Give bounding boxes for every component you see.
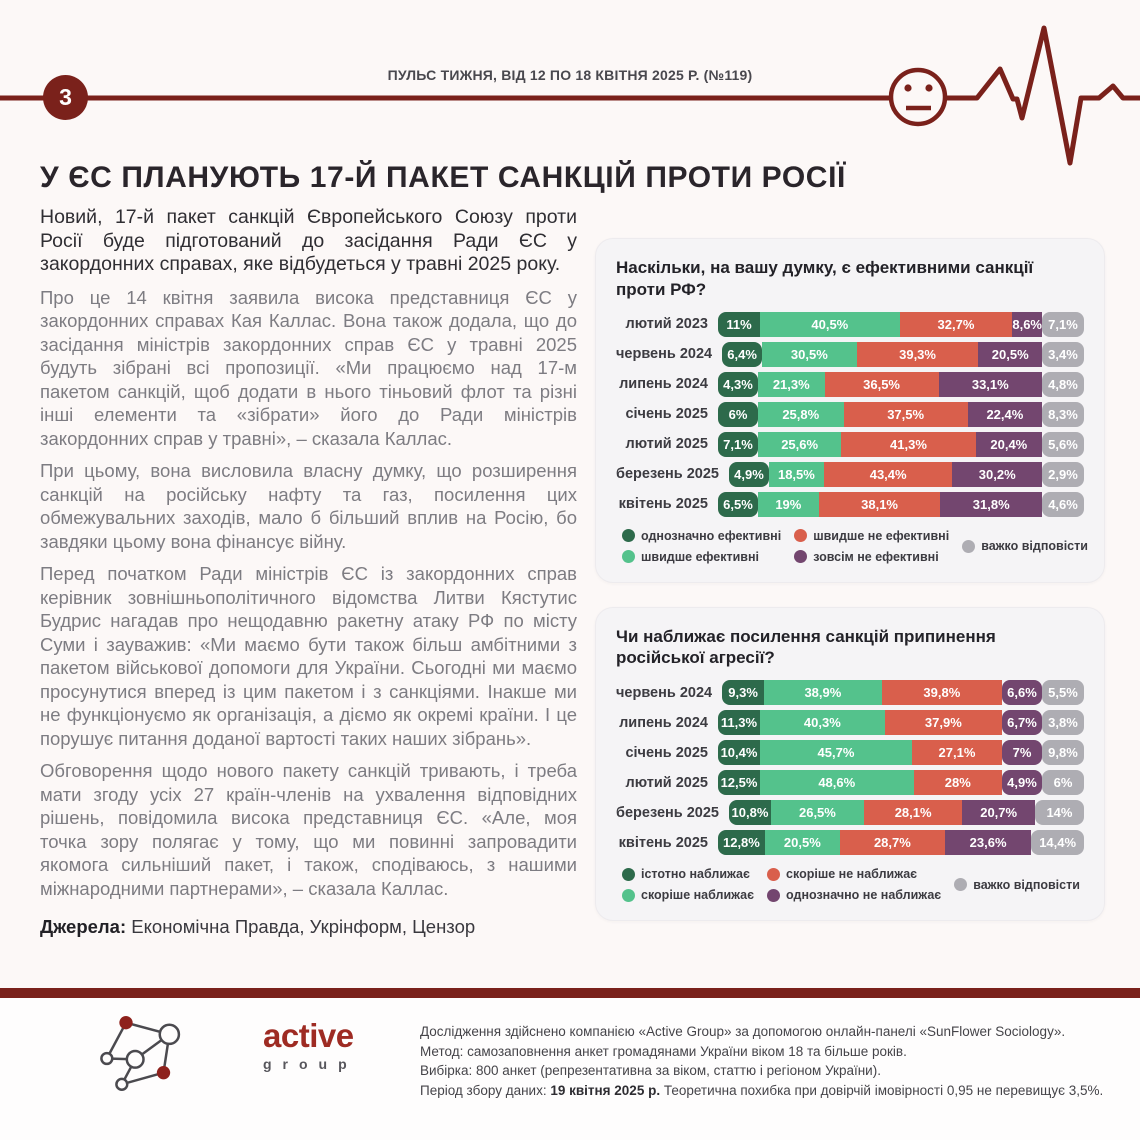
- bar-segment: [1012, 312, 1042, 337]
- bar-value-label: 7,1%: [1048, 316, 1078, 332]
- bar-segment: [760, 740, 912, 765]
- legend-item: [622, 550, 781, 564]
- chart-row: [616, 342, 1084, 367]
- page-number: 3: [59, 84, 72, 110]
- bar-value-label: 4,9%: [734, 466, 764, 482]
- chart-row: [616, 740, 1084, 765]
- chart-row: [616, 830, 1084, 855]
- sources-label: Джерела:: [40, 916, 127, 937]
- legend-dot-icon: [794, 529, 807, 542]
- bar-value-label: 31,8%: [972, 496, 1010, 512]
- bar-segment: [769, 462, 824, 487]
- bar-value-label: 30,5%: [790, 346, 828, 362]
- bar-value-label: 27,1%: [938, 745, 976, 760]
- chart-rows: [616, 312, 1084, 517]
- chart-legend: [622, 528, 1088, 564]
- bar-segment: [978, 342, 1042, 367]
- bar-segment: [1035, 800, 1084, 825]
- legend-label: швидше ефективні: [641, 549, 760, 564]
- category-label: березень 2025: [616, 466, 719, 482]
- bar-value-label: 10,4%: [720, 745, 758, 760]
- bar-segment: [1002, 740, 1042, 765]
- bar-value-label: 39,3%: [899, 346, 936, 362]
- legend-label: істотно наближає: [641, 867, 750, 881]
- sources-text: Економічна Правда, Укрінформ, Цензор: [131, 916, 476, 937]
- legend-dot-icon: [622, 550, 635, 563]
- category-label: червень 2024: [616, 684, 713, 701]
- bar-segment: [824, 462, 953, 487]
- bar-segment: [1002, 770, 1042, 795]
- bar-value-label: 6%: [1053, 775, 1073, 790]
- bar-value-label: 3,4%: [1048, 346, 1078, 362]
- methodology-line: Вибірка: 800 анкет (репрезентативна за віком, статтю і регіоном України).: [420, 1063, 881, 1078]
- chart-row: [616, 432, 1084, 457]
- footer-methodology: [420, 1022, 1110, 1100]
- category-label: січень 2025: [625, 744, 708, 761]
- bar-value-label: 8,3%: [1048, 406, 1078, 422]
- bar-value-label: 11,3%: [720, 715, 758, 730]
- bar-segment: [729, 800, 771, 825]
- active-group-logo-icon: [96, 1006, 196, 1106]
- legend-item: [962, 539, 1088, 553]
- legend-item: [954, 878, 1080, 892]
- bar-value-label: 4,3%: [723, 376, 753, 392]
- stacked-bar: [718, 492, 1084, 517]
- chart-row: [616, 680, 1084, 705]
- bar-value-label: 5,6%: [1048, 436, 1078, 452]
- category-label: липень 2024: [619, 376, 708, 392]
- active-group-wordmark: [263, 1019, 358, 1072]
- methodology-line: Дослідження здійснено компанією «Active Group» за допомогою онлайн-панелі «SunFlower Sociology».: [420, 1024, 1066, 1039]
- bar-segment: [758, 492, 819, 517]
- legend-dot-icon: [622, 529, 635, 542]
- bar-value-label: 4,9%: [1007, 775, 1037, 790]
- legend-label: однозначно не наближає: [786, 888, 942, 902]
- bar-segment: [760, 312, 900, 337]
- bar-value-label: 41,3%: [890, 436, 927, 452]
- category-label: січень 2025: [625, 406, 708, 422]
- bar-segment: [764, 680, 882, 705]
- legend-dot-icon: [794, 550, 807, 563]
- chart-row: [616, 710, 1084, 735]
- stacked-bar: [718, 710, 1084, 735]
- bar-value-label: 33,1%: [971, 376, 1009, 392]
- stacked-bar: [729, 800, 1084, 825]
- bar-value-label: 26,5%: [798, 805, 836, 820]
- bar-segment: [722, 342, 762, 367]
- chart-title: Чи наближає посилення санкцій припинення російської агресії?: [616, 626, 996, 668]
- bar-segment: [1042, 342, 1084, 367]
- data-collection-date: 19 квітня 2025 р.: [550, 1082, 661, 1098]
- bar-value-label: 37,9%: [924, 715, 962, 730]
- bar-value-label: 21,3%: [772, 376, 810, 392]
- legend-item: [622, 888, 754, 902]
- stacked-bar: [722, 342, 1084, 367]
- article-lead: Новий, 17-й пакет санкцій Європейського Союзу проти Росії буде підготований до засідання Ради ЄС у закордонних справах, яке відбудеться у травні 2025 року.: [40, 206, 577, 275]
- category-label: червень 2024: [616, 346, 713, 362]
- category-label: лютий 2023: [625, 316, 708, 332]
- legend-item: [767, 888, 941, 902]
- bar-segment: [840, 830, 945, 855]
- stacked-bar: [718, 402, 1084, 427]
- page-title: У ЄС ПЛАНУЮТЬ 17-Й ПАКЕТ САНКЦІЙ ПРОТИ РОСІЇ: [40, 161, 846, 195]
- bar-segment: [940, 492, 1042, 517]
- bar-value-label: 38,9%: [804, 685, 842, 700]
- legend-item: [767, 867, 941, 881]
- bar-value-label: 9,8%: [1048, 745, 1078, 760]
- bar-segment: [825, 372, 939, 397]
- legend-dot-icon: [962, 540, 975, 553]
- issue-line: ПУЛЬС ТИЖНЯ, ВІД 12 ПО 18 КВІТНЯ 2025 Р. (№119): [387, 67, 753, 83]
- bar-value-label: 45,7%: [817, 745, 855, 760]
- bar-segment: [864, 800, 963, 825]
- bar-value-label: 20,5%: [991, 346, 1029, 362]
- stacked-bar: [718, 830, 1084, 855]
- bar-value-label: 18,5%: [777, 466, 815, 482]
- bar-segment: [819, 492, 941, 517]
- category-label: березень 2025: [616, 804, 719, 821]
- bar-segment: [1031, 830, 1084, 855]
- bar-segment: [760, 710, 885, 735]
- bar-value-label: 6,5%: [723, 496, 753, 512]
- bar-value-label: 6,6%: [1007, 685, 1037, 700]
- bar-segment: [1042, 372, 1084, 397]
- chart-row: [616, 312, 1084, 337]
- bar-value-label: 4,8%: [1048, 376, 1078, 392]
- legend-label: важко відповісти: [973, 877, 1080, 892]
- bar-value-label: 40,5%: [811, 316, 849, 332]
- bar-segment: [1042, 770, 1084, 795]
- article-paragraph: Перед початком Ради міністрів ЄС із закордонних справ керівник зовнішньополітичного відомства Литви Кястутис Будрис нагадав про нещодавню ракетну атаку РФ по місту Суми і зауважив: «Ми маємо бути також більш амбітними з пакетом військової допомоги для України. Сьогодні ми маємо просунутися вперед із цим пакетом і з санкціями. Інакше ми не функціонуємо як організація, а діємо як окремі країни. І це порушує питання доданої вартості таких наших зібрань».: [40, 563, 577, 749]
- bar-segment: [1042, 462, 1084, 487]
- logo-word-active: active: [263, 1017, 354, 1054]
- bar-value-label: 23,6%: [969, 835, 1007, 850]
- legend-item: [622, 529, 781, 543]
- bar-segment: [758, 372, 825, 397]
- bar-value-label: 8,6%: [1012, 316, 1042, 332]
- bar-value-label: 38,1%: [861, 496, 898, 512]
- bar-segment: [718, 740, 760, 765]
- chart-row: [616, 492, 1084, 517]
- legend-item: [622, 867, 754, 881]
- bar-value-label: 11%: [726, 316, 752, 332]
- bar-segment: [718, 432, 758, 457]
- chart-panel-aggression-stop: [595, 607, 1105, 922]
- legend-dot-icon: [767, 889, 780, 902]
- header-decoration: [0, 0, 1140, 190]
- category-label: лютий 2025: [625, 436, 708, 452]
- bar-segment: [758, 402, 844, 427]
- bar-segment: [882, 680, 1002, 705]
- stacked-bar: [718, 372, 1084, 397]
- bar-segment: [718, 492, 758, 517]
- bar-segment: [722, 680, 764, 705]
- bar-value-label: 25,6%: [781, 436, 819, 452]
- bar-segment: [1002, 680, 1042, 705]
- bar-value-label: 7%: [1012, 745, 1032, 760]
- bar-value-label: 37,5%: [887, 406, 925, 422]
- bar-value-label: 6,7%: [1007, 715, 1037, 730]
- bar-segment: [1042, 492, 1084, 517]
- bar-value-label: 25,8%: [782, 406, 820, 422]
- chart-row: [616, 770, 1084, 795]
- bar-segment: [1042, 312, 1084, 337]
- bar-value-label: 30,2%: [978, 466, 1016, 482]
- bar-value-label: 9,3%: [728, 685, 758, 700]
- bar-segment: [841, 432, 975, 457]
- legend-label: зовсім не ефективні: [813, 549, 939, 564]
- bar-segment: [857, 342, 979, 367]
- stacked-bar: [729, 462, 1084, 487]
- bar-value-label: 20,7%: [980, 805, 1018, 820]
- bar-value-label: 19%: [775, 496, 802, 512]
- bar-value-label: 12,8%: [722, 835, 760, 850]
- bar-segment: [976, 432, 1042, 457]
- legend-label: однозначно ефективні: [641, 528, 782, 543]
- charts-column: [595, 238, 1105, 945]
- bar-segment: [912, 740, 1002, 765]
- chart-row: [616, 800, 1084, 825]
- article-paragraph: Обговорення щодо нового пакету санкцій тривають, і треба мати згоду усіх 27 країн-членів на ухвалення відповідних рішень, повідомила висока представниця ЄС. «Але, моя точка зору полягає у тому, що ми повинні запровадити якомога сильніший пакет, і також, сподіваюсь, з нашими міжнародними партнерами», – сказала Каллас.: [40, 760, 577, 899]
- bar-value-label: 14%: [1046, 805, 1073, 820]
- footer: [0, 998, 1140, 1140]
- legend-dot-icon: [954, 878, 967, 891]
- bar-segment: [900, 312, 1013, 337]
- bar-segment: [914, 770, 1002, 795]
- bar-value-label: 32,7%: [937, 316, 975, 332]
- bar-segment: [1042, 432, 1084, 457]
- legend-label: скоріше не наближає: [786, 867, 918, 881]
- article: [40, 206, 577, 938]
- bar-segment: [1042, 710, 1084, 735]
- chart-legend: [622, 867, 1084, 902]
- bar-segment: [765, 830, 840, 855]
- bar-segment: [718, 830, 765, 855]
- article-paragraph: При цьому, вона висловила власну думку, що розширення санкцій на російську нафту та газ, посилення цих обмежувальних заходів, мало б більший вплив на Росію, бо завдяки цьому вона фінансує війну.: [40, 460, 577, 552]
- bar-value-label: 40,3%: [803, 715, 841, 730]
- bar-segment: [718, 312, 760, 337]
- bar-value-label: 6%: [728, 406, 748, 422]
- bar-segment: [729, 462, 769, 487]
- chart-rows: [616, 680, 1084, 855]
- bar-value-label: 7,1%: [723, 436, 753, 452]
- category-label: липень 2024: [619, 714, 708, 731]
- legend-label: скоріше наближає: [641, 888, 755, 902]
- bar-segment: [771, 800, 864, 825]
- chart-panel-effectiveness: [595, 238, 1105, 583]
- methodology-line: Період збору даних: 19 квітня 2025 р. Теоретична похибка при довірчій імовірності 0,95 не перевищує 3,5%.: [420, 1082, 1104, 1098]
- footer-divider: [0, 988, 1140, 998]
- sources-line: [40, 916, 577, 938]
- stacked-bar: [718, 312, 1084, 337]
- bar-value-label: 28,7%: [873, 835, 911, 850]
- stacked-bar: [718, 432, 1084, 457]
- bar-value-label: 43,4%: [869, 466, 907, 482]
- chart-row: [616, 402, 1084, 427]
- stacked-bar: [722, 680, 1084, 705]
- pulse-line-icon: [945, 28, 1140, 163]
- bar-segment: [945, 830, 1031, 855]
- legend-label: швидше не ефективні: [813, 528, 950, 543]
- bar-segment: [968, 402, 1042, 427]
- bar-value-label: 22,4%: [986, 406, 1024, 422]
- bar-segment: [762, 342, 857, 367]
- bar-segment: [952, 462, 1042, 487]
- bar-value-label: 10,8%: [731, 805, 769, 820]
- stacked-bar: [718, 770, 1084, 795]
- methodology-line: Метод: самозаповнення анкет громадянами України віком 18 та більше років.: [420, 1043, 907, 1059]
- bar-segment: [718, 402, 758, 427]
- bar-value-label: 48,6%: [818, 775, 856, 790]
- legend-label: важко відповісти: [981, 539, 1088, 553]
- bar-value-label: 28,1%: [894, 805, 932, 820]
- bar-segment: [1042, 402, 1084, 427]
- bar-segment: [962, 800, 1035, 825]
- bar-value-label: 39,8%: [923, 685, 961, 700]
- bar-value-label: 20,4%: [990, 436, 1028, 452]
- legend-dot-icon: [622, 868, 635, 881]
- bar-segment: [718, 372, 758, 397]
- chart-title: Наскільки, на вашу думку, є ефективними санкції проти РФ?: [616, 258, 1034, 299]
- bar-segment: [844, 402, 968, 427]
- stacked-bar: [718, 740, 1084, 765]
- legend-item: [794, 550, 949, 564]
- bar-value-label: 3,8%: [1048, 715, 1078, 730]
- bar-value-label: 6,4%: [727, 346, 757, 362]
- category-label: квітень 2025: [618, 834, 708, 851]
- bar-segment: [758, 432, 841, 457]
- legend-dot-icon: [767, 868, 780, 881]
- category-label: квітень 2025: [618, 496, 708, 512]
- bar-value-label: 36,5%: [863, 376, 900, 392]
- bar-value-label: 14,4%: [1039, 835, 1077, 850]
- bar-value-label: 12,5%: [720, 775, 758, 790]
- bar-value-label: 2,9%: [1048, 466, 1078, 482]
- chart-row: [616, 372, 1084, 397]
- bar-value-label: 4,6%: [1048, 496, 1078, 512]
- category-label: лютий 2025: [625, 774, 708, 791]
- bar-value-label: 5,5%: [1048, 685, 1078, 700]
- chart-row: [616, 462, 1084, 487]
- bar-segment: [885, 710, 1002, 735]
- bar-value-label: 28%: [944, 775, 971, 790]
- logo-word-group: group: [263, 1056, 358, 1072]
- bar-segment: [1042, 680, 1084, 705]
- legend-item: [794, 529, 949, 543]
- bar-segment: [760, 770, 914, 795]
- bar-segment: [939, 372, 1042, 397]
- bar-segment: [1002, 710, 1042, 735]
- bar-value-label: 20,5%: [783, 835, 821, 850]
- legend-dot-icon: [622, 889, 635, 902]
- bar-segment: [718, 770, 760, 795]
- bar-segment: [1042, 740, 1084, 765]
- article-paragraph: Про це 14 квітня заявила висока представниця ЄС у закордонних справах Кая Каллас. Вона також додала, що до засідання міністрів закордонних справ ЄС у травні 2025 будуть зібрані всі пропозиції. «Ми працюємо над 17-м пакетом санкцій, щоб додати в нього тіньовий флот та різні інші елементи та «зібрати» його до Ради міністрів закордонних справ у травні», – сказала Каллас.: [40, 286, 577, 449]
- bar-segment: [718, 710, 760, 735]
